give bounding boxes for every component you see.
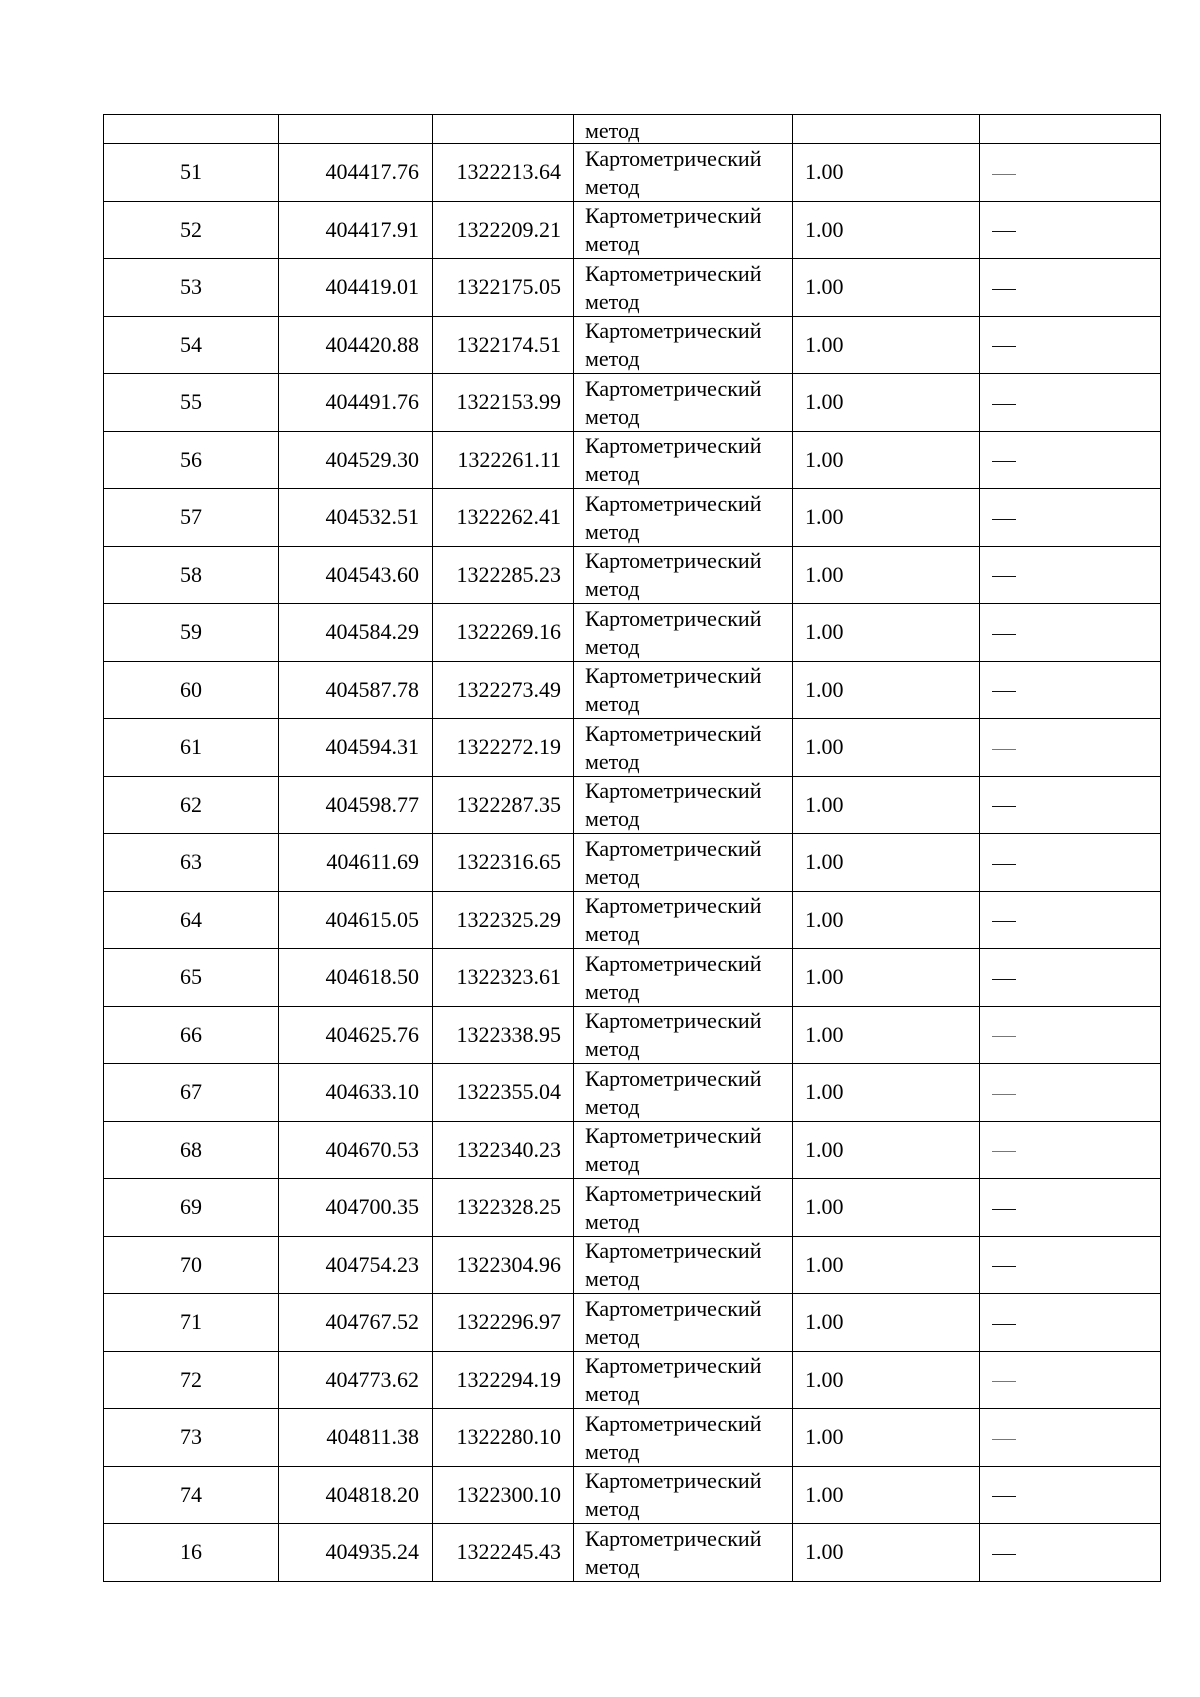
cell-accuracy: 1.00 [793,201,980,259]
method-line-2: метод [585,633,640,659]
cell-note [980,834,1161,892]
table-row [104,834,1161,892]
cell-accuracy: 1.00 [793,431,980,489]
em-dash-icon [992,921,1016,922]
cell-method [574,949,793,1007]
cell-point-number: 68 [104,1121,279,1179]
cell-method [574,316,793,374]
cell-x-coordinate: 404419.01 [279,259,433,317]
cell-note [980,115,1161,144]
table-row [104,144,1161,202]
cell-method [574,374,793,432]
cell-x-coordinate: 404532.51 [279,489,433,547]
cell-point-number: 56 [104,431,279,489]
cell-accuracy: 1.00 [793,316,980,374]
cell-note [980,1121,1161,1179]
em-dash-icon [992,634,1016,635]
method-line-2: метод [585,1496,640,1522]
table-row [104,1236,1161,1294]
em-dash-icon [992,1439,1016,1440]
method-line-2: метод [585,1266,640,1292]
cell-point-number [104,115,279,144]
method-line-1: Картометрический [585,720,762,746]
cell-method [574,431,793,489]
cell-accuracy: 1.00 [793,1294,980,1352]
method-line-2: метод [585,518,640,544]
cell-method [574,834,793,892]
cell-point-number: 71 [104,1294,279,1352]
cell-accuracy: 1.00 [793,949,980,1007]
cell-x-coordinate: 404420.88 [279,316,433,374]
cell-method: метод [574,115,793,144]
cell-method [574,1006,793,1064]
method-line-1: Картометрический [585,950,762,976]
method-line-2: метод [585,288,640,314]
table-row [104,546,1161,604]
cell-x-coordinate: 404700.35 [279,1179,433,1237]
method-line-2: метод [585,1381,640,1407]
method-line-1: Картометрический [585,1123,762,1149]
cell-point-number: 62 [104,776,279,834]
cell-method [574,891,793,949]
table-row [104,1351,1161,1409]
cell-note [980,1294,1161,1352]
method-line-1: Картометрический [585,490,762,516]
cell-method [574,1179,793,1237]
cell-x-coordinate: 404543.60 [279,546,433,604]
cell-note [980,1524,1161,1582]
cell-method [574,1064,793,1122]
cell-method [574,719,793,777]
cell-note [980,1006,1161,1064]
cell-point-number: 67 [104,1064,279,1122]
method-line-1: Картометрический [585,145,762,171]
table-row [104,1409,1161,1467]
cell-x-coordinate: 404491.76 [279,374,433,432]
cell-y-coordinate: 1322209.21 [433,201,574,259]
table-row [104,1466,1161,1524]
cell-y-coordinate: 1322269.16 [433,604,574,662]
cell-x-coordinate: 404598.77 [279,776,433,834]
cell-accuracy: 1.00 [793,374,980,432]
cell-note [980,1064,1161,1122]
cell-note [980,1466,1161,1524]
cell-accuracy: 1.00 [793,1409,980,1467]
cell-y-coordinate: 1322325.29 [433,891,574,949]
method-line-1: Картометрический [585,1180,762,1206]
cell-point-number: 55 [104,374,279,432]
cell-accuracy: 1.00 [793,1121,980,1179]
cell-point-number: 52 [104,201,279,259]
cell-x-coordinate: 404633.10 [279,1064,433,1122]
cell-method [574,546,793,604]
cell-point-number: 73 [104,1409,279,1467]
em-dash-icon [992,289,1016,290]
cell-x-coordinate: 404584.29 [279,604,433,662]
cell-accuracy: 1.00 [793,1524,980,1582]
method-line-2: метод [585,921,640,947]
cell-y-coordinate: 1322300.10 [433,1466,574,1524]
table-row [104,259,1161,317]
method-line-2: метод [585,863,640,889]
method-line-1: Картометрический [585,548,762,574]
cell-point-number: 70 [104,1236,279,1294]
cell-point-number: 16 [104,1524,279,1582]
method-line-1: Картометрический [585,318,762,344]
method-line-1: Картометрический [585,203,762,229]
cell-y-coordinate: 1322175.05 [433,259,574,317]
cell-note [980,431,1161,489]
em-dash-icon [992,691,1016,692]
table-row [104,1294,1161,1352]
cell-x-coordinate: 404417.91 [279,201,433,259]
cell-accuracy: 1.00 [793,891,980,949]
cell-y-coordinate: 1322296.97 [433,1294,574,1352]
em-dash-icon [992,1554,1016,1555]
em-dash-icon [992,1381,1016,1382]
cell-method [574,1121,793,1179]
cell-point-number: 63 [104,834,279,892]
cell-y-coordinate: 1322280.10 [433,1409,574,1467]
cell-x-coordinate: 404811.38 [279,1409,433,1467]
cell-accuracy: 1.00 [793,1236,980,1294]
em-dash-icon [992,404,1016,405]
cell-y-coordinate: 1322355.04 [433,1064,574,1122]
em-dash-icon [992,346,1016,347]
em-dash-icon [992,1209,1016,1210]
cell-note [980,776,1161,834]
table-row [104,719,1161,777]
method-line-1: Картометрический [585,1295,762,1321]
method-line-1: Картометрический [585,1238,762,1264]
table-row [104,374,1161,432]
cell-accuracy: 1.00 [793,1466,980,1524]
cell-note [980,489,1161,547]
cell-note [980,1179,1161,1237]
cell-method [574,1351,793,1409]
cell-x-coordinate: 404618.50 [279,949,433,1007]
cell-accuracy: 1.00 [793,661,980,719]
cell-note [980,1351,1161,1409]
table-row [104,604,1161,662]
table-row [104,316,1161,374]
em-dash-icon [992,1094,1016,1095]
em-dash-icon [992,576,1016,577]
cell-y-coordinate: 1322316.65 [433,834,574,892]
cell-y-coordinate: 1322272.19 [433,719,574,777]
cell-y-coordinate [433,115,574,144]
em-dash-icon [992,174,1016,175]
table-row [104,1524,1161,1582]
cell-point-number: 57 [104,489,279,547]
cell-note [980,1409,1161,1467]
cell-y-coordinate: 1322245.43 [433,1524,574,1582]
method-line-1: Картометрический [585,893,762,919]
cell-accuracy: 1.00 [793,1064,980,1122]
cell-point-number: 51 [104,144,279,202]
table-row-continuation [104,115,1161,144]
cell-point-number: 54 [104,316,279,374]
em-dash-icon [992,461,1016,462]
cell-y-coordinate: 1322323.61 [433,949,574,1007]
method-line-2: метод [585,806,640,832]
cell-note [980,661,1161,719]
cell-method [574,1409,793,1467]
cell-method [574,1524,793,1582]
method-line-2: метод [585,978,640,1004]
table-row [104,1006,1161,1064]
em-dash-icon [992,231,1016,232]
cell-point-number: 59 [104,604,279,662]
cell-note [980,316,1161,374]
cell-y-coordinate: 1322262.41 [433,489,574,547]
cell-accuracy: 1.00 [793,719,980,777]
method-line-2: метод [585,1093,640,1119]
table-row [104,891,1161,949]
cell-y-coordinate: 1322340.23 [433,1121,574,1179]
cell-note [980,719,1161,777]
table-row [104,1179,1161,1237]
em-dash-icon [992,864,1016,865]
cell-accuracy: 1.00 [793,1006,980,1064]
method-line-1: Картометрический [585,835,762,861]
cell-y-coordinate: 1322261.11 [433,431,574,489]
cell-method [574,201,793,259]
cell-note [980,144,1161,202]
cell-method [574,661,793,719]
cell-method [574,1294,793,1352]
cell-point-number: 74 [104,1466,279,1524]
cell-accuracy: 1.00 [793,144,980,202]
method-line-1: Картометрический [585,1065,762,1091]
cell-accuracy: 1.00 [793,489,980,547]
cell-y-coordinate: 1322338.95 [433,1006,574,1064]
cell-x-coordinate [279,115,433,144]
cell-method [574,489,793,547]
em-dash-icon [992,806,1016,807]
em-dash-icon [992,1036,1016,1037]
method-line-1: Картометрический [585,778,762,804]
method-line-2: метод [585,691,640,717]
em-dash-icon [992,1324,1016,1325]
cell-x-coordinate: 404417.76 [279,144,433,202]
cell-point-number: 69 [104,1179,279,1237]
table-row [104,1121,1161,1179]
table-row [104,949,1161,1007]
cell-method [574,776,793,834]
method-line-2: метод [585,461,640,487]
cell-accuracy: 1.00 [793,834,980,892]
cell-method [574,1236,793,1294]
method-line-2: метод [585,1553,640,1579]
cell-x-coordinate: 404767.52 [279,1294,433,1352]
cell-point-number: 64 [104,891,279,949]
table-body [104,115,1161,1582]
cell-note [980,201,1161,259]
cell-note [980,546,1161,604]
table-row [104,431,1161,489]
method-line-2: метод [585,346,640,372]
cell-x-coordinate: 404754.23 [279,1236,433,1294]
cell-note [980,1236,1161,1294]
method-line-2: метод [585,1438,640,1464]
table-row [104,489,1161,547]
method-line-1: Картометрический [585,433,762,459]
method-line-1: Картометрический [585,1353,762,1379]
method-line-1: Картометрический [585,260,762,286]
cell-accuracy: 1.00 [793,259,980,317]
cell-accuracy: 1.00 [793,604,980,662]
cell-y-coordinate: 1322273.49 [433,661,574,719]
cell-x-coordinate: 404818.20 [279,1466,433,1524]
cell-y-coordinate: 1322213.64 [433,144,574,202]
cell-y-coordinate: 1322294.19 [433,1351,574,1409]
em-dash-icon [992,749,1016,750]
cell-x-coordinate: 404594.31 [279,719,433,777]
cell-accuracy: 1.00 [793,776,980,834]
cell-x-coordinate: 404670.53 [279,1121,433,1179]
cell-point-number: 61 [104,719,279,777]
cell-accuracy: 1.00 [793,546,980,604]
cell-x-coordinate: 404773.62 [279,1351,433,1409]
cell-point-number: 58 [104,546,279,604]
cell-note [980,949,1161,1007]
method-line-1: Картометрический [585,605,762,631]
coordinates-table [103,114,1161,1582]
table-row [104,201,1161,259]
cell-method [574,604,793,662]
method-line-1: Картометрический [585,1410,762,1436]
cell-accuracy: 1.00 [793,1351,980,1409]
table-row [104,1064,1161,1122]
cell-x-coordinate: 404611.69 [279,834,433,892]
table-row [104,661,1161,719]
cell-note [980,891,1161,949]
method-line-2: метод [585,403,640,429]
cell-x-coordinate: 404935.24 [279,1524,433,1582]
cell-x-coordinate: 404615.05 [279,891,433,949]
cell-x-coordinate: 404529.30 [279,431,433,489]
cell-point-number: 65 [104,949,279,1007]
cell-x-coordinate: 404625.76 [279,1006,433,1064]
cell-y-coordinate: 1322328.25 [433,1179,574,1237]
cell-note [980,604,1161,662]
em-dash-icon [992,1496,1016,1497]
method-line-2: метод [585,576,640,602]
cell-accuracy: 1.00 [793,1179,980,1237]
cell-y-coordinate: 1322174.51 [433,316,574,374]
cell-method [574,144,793,202]
cell-y-coordinate: 1322304.96 [433,1236,574,1294]
method-line-1: Картометрический [585,1468,762,1494]
cell-method [574,1466,793,1524]
cell-x-coordinate: 404587.78 [279,661,433,719]
method-line-1: Картометрический [585,1525,762,1551]
cell-point-number: 53 [104,259,279,317]
cell-method [574,259,793,317]
table-row [104,776,1161,834]
em-dash-icon [992,979,1016,980]
method-line-2: метод [585,173,640,199]
method-line-2: метод [585,1151,640,1177]
cell-note [980,374,1161,432]
method-line-2: метод [585,1323,640,1349]
method-line-1: Картометрический [585,1008,762,1034]
cell-point-number: 66 [104,1006,279,1064]
em-dash-icon [992,519,1016,520]
method-line-1: Картометрический [585,375,762,401]
cell-point-number: 60 [104,661,279,719]
method-line-2: метод [585,748,640,774]
cell-accuracy [793,115,980,144]
method-line-1: Картометрический [585,663,762,689]
em-dash-icon [992,1266,1016,1267]
cell-note [980,259,1161,317]
em-dash-icon [992,1151,1016,1152]
method-line-2: метод [585,1036,640,1062]
method-line-2: метод [585,1208,640,1234]
cell-y-coordinate: 1322285.23 [433,546,574,604]
cell-point-number: 72 [104,1351,279,1409]
cell-y-coordinate: 1322287.35 [433,776,574,834]
method-line-2: метод [585,231,640,257]
cell-y-coordinate: 1322153.99 [433,374,574,432]
